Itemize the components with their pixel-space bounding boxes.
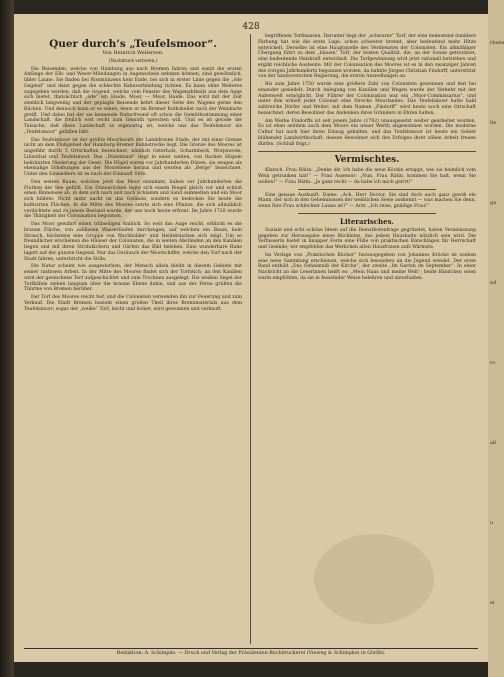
column-divider: [250, 34, 251, 644]
right-column: [258, 34, 476, 284]
story-paragraph: begriffenen Torfmassen. Darunter liegt der „schwarze“ Torf, der eine bedeutend dunklere Färbung hat wie die erste Lage, schon schwerer brennt, aber bedeutend mehr Hitze entwickelt. Derselbe ist eine Hauptquelle des Verdienstes der Colonisten. Ein allmähliger Übergang führt zu dem „blauen“ Torf, der besten Qualität, die, an der Sonne getrocknet, eine bedeutende Heizkraft entwickelt. Die Torfgewinnung wird jetzt rationell betrieben und ergibt reichliche Ausbeute. Mit der Colonisation des Moores ist es in den zwanziger Jahren des vorigen Jahrhunderts begonnen worden, da bahnte Jürgen Christian Findorff, unterstützt von der hannoverschen Regierung, die ersten Ansiedlungen an.: [258, 34, 476, 80]
story-paragraph: Den weiten Raum, welchen jetzt das Moor einnimmt, haben vor Jahrhunderten die Fluthen der See gefüllt. Ein Dünenrücken legte sich einem Riegel gleich vor und schloß einen Binnensee ab, in dem sich nach und nach Schlamm und Sand sammelten und ein Moor sich bildete. Nicht mehr nackt ist das Gelände, sondern es bedecken Sie heute die kultivirten Flächen. In die Mitte des Moores setzte sich eine Pflanze, die sich allmählich verdichtete und zu jenem Bestand wurde, der uns noch heute erfreut. Im Jahre 1720 wurde die Thätigkeit der Colonisation begonnen.: [24, 179, 242, 220]
document-page: [14, 14, 488, 662]
story-title: Quer durch’s „Teufelsmoor“.: [49, 38, 217, 50]
literary-paragraph: Im Verlage von „Praktischen Bücher“ herausgegeben von Johannes Krücke ist soeben eine neue Sammlung erschienen, welche sich besonders an die Jugend wendet. Der erste Band enthält „Das Geheimniß der Kirche“, der zweite „Im Garten im September“. In einer Nachricht an die Leserinnen heißt es: „Mein Haus und meine Welt“; beide Bändchen seien warm empfohlen, da sie in fesselnder Weise belehren und unterhalten.: [258, 252, 476, 281]
mixed-item: Klatsch. Frau Rätin: „Denke dir, ich habe die neue Köchin ertappt, wie sie heimlich vom Wein getrunken hat!“ — Frau Assessor: „Nun, Frau Rätin, kommen Sie halt, wenn Sie wollen!“ — Frau Rätin: „Ja ganz recht — da habe ich mich geirrt!“: [258, 168, 476, 185]
literary-paragraph: Soziale und echt schöne Ideen auf die Dienstbotenfrage gegründet, haben Veranlassung gegeben zur Herausgabe eines Büchleins, das jedem Haushalte nützlich sein wird. Die Verfasserin bietet in knapper Form eine Fülle von praktischen Ratschlägen für Herrschaft und Gesinde; wir empfehlen das Werkchen allen Hausfrauen aufs Wärmste.: [258, 227, 476, 250]
adjacent-page-text: u: [490, 520, 494, 526]
story-paragraph: Die Reisenden, welche von Hamburg aus nach Bremen fahren und somit die ersten Anfänge der Elb- und Weser-Mündungen in Augenschein nehmen können, sind gewöhnlich, übler Laune. Sie finden bei Rissmünzens kein Ende, bei sich in erster Linie gegen die „öde Gegend“ und dann gegen die schlechte Bahnverbindung richten. Es kann ohne Weiteres zugegeben werden, daß die Gegend, welche vom Fenster des Wagenabtheils aus dem Auge sich bietet, thatsächlich „öde“ ist: Haide, Moor, — Moor, Haide. Das wird mit der Zeit ziemlich langweilig und der geplagte Reisende kehrt dieser Seite des Wagens gerne den Rücken. Und dennoch kann er es sehen, wenn er im Bremer Rathskeller nach der Weinkarte greift. Und dabei hat der sie kennende Naturfreund oft schon die Gemüthsstimmung einer Landschaft, die freilich erst recht zum Gemüth sprechen will. Und es ist gerade die Tatsache, daß diese Landschaft so eigenartig ist, welche uns das Teufelsmoor als „Teufelsmoor“ gefallen läßt.: [24, 66, 242, 135]
book-spine: [0, 0, 14, 677]
story-byline: Von Heinrich Wellersen.: [102, 50, 164, 56]
adjacent-page-text: ro: [490, 360, 496, 366]
story-paragraph: Die Natur scheint wie ausgestorben; der Mensch allein bleibt in diesem Gebiete mit seiner rastlosen Arbeit. In der Mitte des Moores findet sich der Torfstich; an den Kanälen wird der gestochene Torf aufgeschichtet und zum Trocknen ausgelegt. Die weißen Segel der Torfkähne ziehen langsam über die braune Ebene dahin, und aus der Ferne grüßen die Thürme von Bremen herüber.: [24, 264, 242, 293]
story-paragraph: Das Moor gewährt einen trübseligen Anblick. So weit das Auge reicht, erblickt es die braune Fläche, von zahllosen Wasserläufen durchzogen, auf welchen ein Baum, kein Strauch, höchstens eine Gruppe von Wachholder- und Heidebüschen sich zeigt. Um so freundlicher erscheinen die Häuser der Colonisten, die in weiten Abständen an den Kanälen liegen und mit ihren Strohdächern und Gärten das Bild beleben. Eine wunderbare Ruhe lagert auf der ganzen Gegend. Nur das Geräusch der Moorschiffer, welche den Torf nach der Stadt fahren, unterbricht die Stille.: [24, 222, 242, 262]
adjacent-page-edge: [488, 0, 504, 677]
literary-section-title: Literarisches.: [340, 216, 394, 226]
adjacent-page-text: nd: [490, 280, 497, 286]
story-paragraph: Der Torf des Moores reicht tief, und die Colonisten verwenden ihn zur Feuerung und zum Verkauf. Die Stadt Bremen bezieht einen großen Theil ihres Brennmaterials aus dem Teufelsmoor; sogar der „weiße“ Torf, leicht und locker, wird gewonnen und verkauft.: [24, 295, 242, 312]
separator: [298, 213, 436, 214]
mixed-item: Eine genaue Auskunft. Dame: „Ach, Herr Doctor, Sie sind doch auch ganz gewiß ein Mann, der sich in den Geheimnissen der weiblichen Seele auskennt — was machen Sie denn, wenn Ihre Frau schlechter Laune ist?“ — Arzt: „Ich reise, gnädige Frau!“: [258, 192, 476, 209]
mixed-section-title: Vermischtes.: [258, 151, 476, 165]
imprint-footer: Redaktion: A. Schimpke. — Druck und Verlag der Präsidenten-Buchdruckerei (Vieweg & Schimpke) in Görlitz.: [24, 648, 478, 657]
separator: [298, 189, 436, 190]
adjacent-page-text: rbens: [490, 40, 504, 46]
adjacent-page-text: ei: [490, 600, 495, 606]
story-paragraph: Bis zum Jahre 1750 wurde eine größere Zahl von Colonisten gewonnen und fest bei einander gesiedelt. Durch Anlegung von Kanälen und Wegen wurde der Verkehr mit der Außenwelt ermöglicht. Der Führer der Colonisation war ein „Moor-Commissarius“, und unter ihm erhielt jeder Colonist eine Strecke Moorlandes. Das Teufelsmoor hatte bald zahlreiche Dörfer und Weiler; mit dem Namen „Findorff“ wird heute noch eine Ortschaft bezeichnet, deren Bewohner das Andenken ihres Gründers in Ehren halten.: [258, 82, 476, 116]
adjacent-page-text: lle: [490, 120, 497, 126]
story-paragraph: Am Werke Findorffs ist seit jenem Jahre (1792) unausgesetzt weiter gearbeitet worden. Es ist eben seitdem auch dem Moore ein neuer Werth abgewonnen worden. Die moderne Cultur hat auch hier ihren Einzug gehalten, und das Teufelsmoor ist heute ein Gebiet blühender Landwirthschaft, dessen Bewohner sich des Erfolges ihrer zähen Arbeit freuen dürfen. (Schluß folgt.): [258, 118, 476, 147]
adjacent-page-text: ga: [490, 200, 497, 206]
reprint-note: (Nachdruck verboten.): [108, 57, 158, 63]
story-paragraph: Das Teufelsmoor ist der größte Moorbezirk der Landdrostei Stade, der mit einer Grenze nicht an dem Flußgebiet der Hamburg-Bremer Bahnstrecke liegt. Die Grenze des Moores ist ungefähr durch 5 Ortschaften bezeichnet, nämlich Osterholz, Scharmbeck, Worpswede, Lilienthal und Teufelsmoor. Das „Dünenland“ liegt in einer weiten, von flachen Hügeln bekränzten Niederung der Geest. Die Hügel waren vor Jahrhunderten Dünen, sie zeugen als ehemalige Erhebungen aus der Moorebene heraus und werden als „Berge“ bezeichnet. Unter den Einsiedlern ist es nach der Einkunft Sitte.: [24, 137, 242, 177]
page-number: 428: [242, 22, 260, 32]
left-column: [24, 34, 242, 314]
paper-stain: [314, 534, 434, 624]
adjacent-page-text: all: [490, 440, 497, 446]
